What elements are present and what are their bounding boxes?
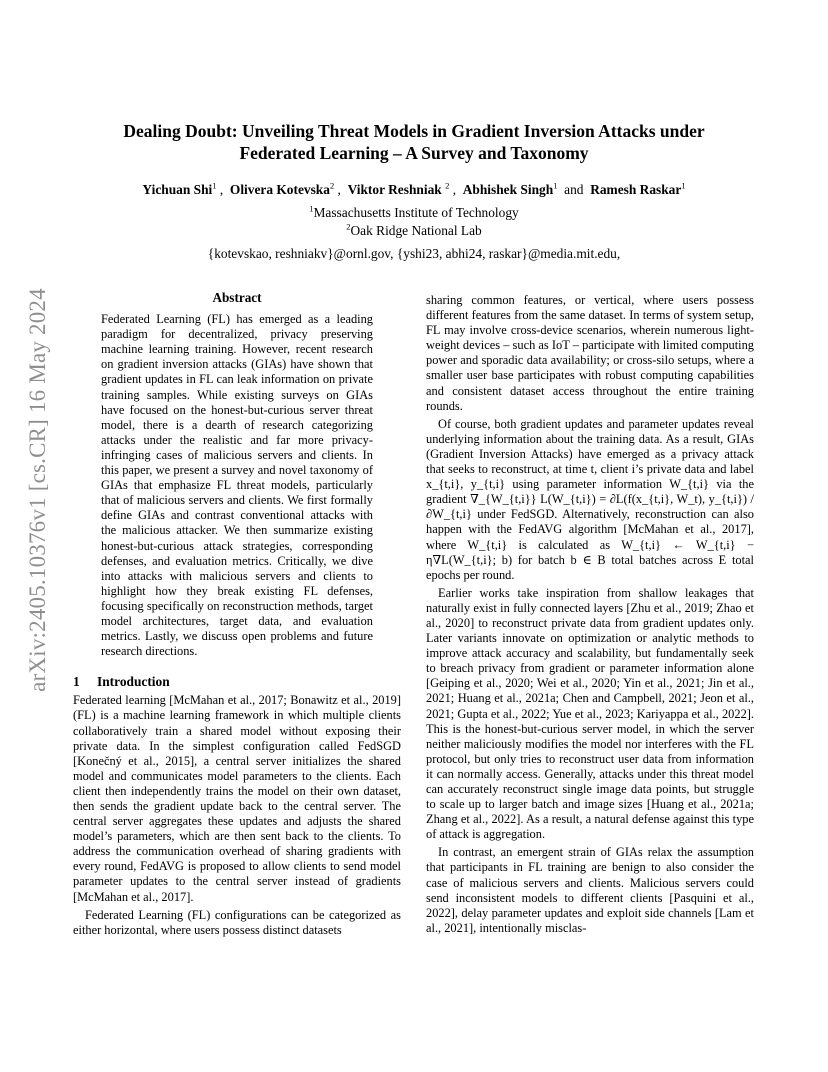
author-name: Viktor Reshniak	[347, 182, 442, 197]
abstract-heading: Abstract	[212, 290, 262, 305]
title-line-2: Federated Learning – A Survey and Taxonomy	[239, 143, 589, 163]
author-emails: {kotevskao, reshniakv}@ornl.gov, {yshi23, abhi24, raskar}@media.mit.edu,	[207, 246, 621, 261]
section-number: 1	[73, 674, 80, 690]
affiliation-line	[60, 204, 768, 222]
title-line-1: Dealing Doubt: Unveiling Threat Models in Gradient Inversion Attacks under	[123, 121, 705, 141]
intro-paragraph-2: Federated Learning (FL) configurations can be categorized as either horizontal, where users possess distinct datasets	[73, 907, 401, 937]
affiliation-num: 1	[309, 203, 314, 214]
author-name: Ramesh Raskar	[590, 182, 682, 197]
affiliation-num: 2	[346, 221, 351, 232]
affiliation-name: Massachusetts Institute of Technology	[313, 205, 519, 220]
arxiv-stamp-text: arXiv:2405.10376v1 [cs.CR] 16 May 2024	[25, 288, 50, 692]
abstract-text: Federated Learning (FL) has emerged as a leading paradigm for decentralized, privacy preserving machine learning training. However, recent research on gradient inversion attacks (GIAs) have shown that gradient updates in FL can leak information on private training samples. While existing surveys on GIAs have focused on the honest-but-curious server threat model, there is a dearth of research categorizing attacks under the realistic and far more privacy-infringing cases of malicious servers and clients. In this paper, we present a survey and novel taxonomy of GIAs that emphasize FL threat models, particularly that of malicious servers and clients. We first formally define GIAs and contrast conventional attacks with the malicious attacker. We then summarize existing honest-but-curious attack strategies, corresponding defenses, and evaluation metrics. Critically, we dive into attacks with malicious servers and clients to highlight how they break existing FL defenses, focusing specifically on reconstruction methods, target model architectures, target data, and evaluation metrics. Lastly, we discuss open problems and future research directions.	[101, 312, 373, 659]
body-paragraph-2: Of course, both gradient updates and parameter updates reveal underlying information about the training data. As a result, GIAs (Gradient Inversion Attacks) have emerged as a privacy attack that seeks to reconstruct, at time t, client i’s private data and label x_{t,i}, y_{t,i} using parameter information W_{t,i} via the gradient ∇_{W_{t,i}} L(W_{t,i}) = ∂L(f(x_{t,i}, W_t), y_{t,i}) / ∂W_{t,i} under FedSGD. Alternatively, reconstruction can also happen with the FedAVG algorithm [McMahan et al., 2017], where W_{t,i} is calculated as W_{t,i} ← W_{t,i} − η∇L(W_{t,i}; b) for batch b ∈ B total batches across E total epochs per round.	[426, 416, 754, 582]
author-list: Yichuan Shi$^1$ , Olivera Kotevska$^2$ , Viktor Reshniak $^2$ , Abhishek Singh$^1$ and Ramesh Raskar$^1$	[142, 180, 686, 197]
affiliation-name: Oak Ridge National Lab	[350, 222, 482, 238]
section-title: Introduction	[97, 674, 170, 690]
section-heading-introduction	[73, 674, 401, 689]
author-affil-mark: 2	[445, 180, 450, 191]
author-affil-mark: 2	[329, 180, 335, 191]
affiliations	[60, 204, 768, 239]
body-paragraph-4: In contrast, an emergent strain of GIAs relax the assumption that participants in FL training are benign to also consider the case of malicious servers and clients. Malicious servers could send inconsistent models to different clients [Pasquini et al., 2022], delay parameter updates and exploit side channels [Lam et al., 2021], intentionally misclas-	[426, 845, 754, 935]
author-name: Olivera Kotevska	[229, 182, 330, 197]
right-column	[426, 293, 754, 936]
author-name: Abhishek Singh	[462, 182, 554, 197]
arxiv-stamp	[18, 250, 58, 730]
author-affil-mark: 1	[212, 180, 217, 191]
left-column	[73, 290, 401, 938]
author-name: Yichuan Shi	[142, 182, 213, 197]
author-affil-mark: 1	[553, 180, 558, 191]
paper-title	[60, 120, 768, 164]
body-paragraph-1: sharing common features, or vertical, where users possess different features from the same dataset. In terms of system setup, FL may involve cross-device scenarios, wherein numerous light-weight devices – such as IoT – participate with limited computing power and sporadic data availability; or cross-silo setups, where a smaller user base participates with robust computing capabilities and consistent dataset access throughout the entire training rounds.	[426, 293, 754, 413]
author-and: and	[564, 182, 584, 197]
body-paragraph-3: Earlier works take inspiration from shallow leakages that naturally exist in fully connected layers [Zhu et al., 2019; Zhao et al., 2020] to reconstruct private data from gradient updates only. Later variants innovate on optimization or analytic methods to improve attack accuracy and scalability, but fundamentally seek to breach privacy from gradient or parameter information alone [Geiping et al., 2020; Wei et al., 2020; Yin et al., 2021; Jin et al., 2021; Huang et al., 2021a; Chen and Campbell, 2021; Jeon et al., 2021; Gupta et al., 2022; Yue et al., 2023; Kariyappa et al., 2022]. This is the honest-but-curious server model, in which the server neither maliciously modifies the model nor interferes with the FL protocol, but only tries to reconstruct user data from information it can normally access. Generally, attacks under this threat model can accurately reconstruct single image data points, but struggle to scale up to larger batch and image sizes [Huang et al., 2021a; Zhang et al., 2022]. As a result, a natural defense against this type of attack is aggregation.	[426, 585, 754, 842]
intro-paragraph-1: Federated learning [McMahan et al., 2017; Bonawitz et al., 2019] (FL) is a machine learning framework in which multiple clients collaboratively train a shared model without exposing their private data. In the simplest configuration called FedSGD [Konečný et al., 2015], a central server initializes the shared model and communicates model parameters to the clients. Each client then independently trains the model on their own dataset, then sends the gradient update back to the central server. The central server aggregates these updates and adjusts the shared model’s parameters, which are then sent back to the clients. To address the communication overhead of sharing gradients with every round, FedAVG is proposed to allow clients to send model parameter updates to the central server instead of gradients [McMahan et al., 2017].	[73, 693, 401, 904]
author-affil-mark: 1	[681, 180, 686, 191]
affiliation-line	[60, 222, 768, 240]
